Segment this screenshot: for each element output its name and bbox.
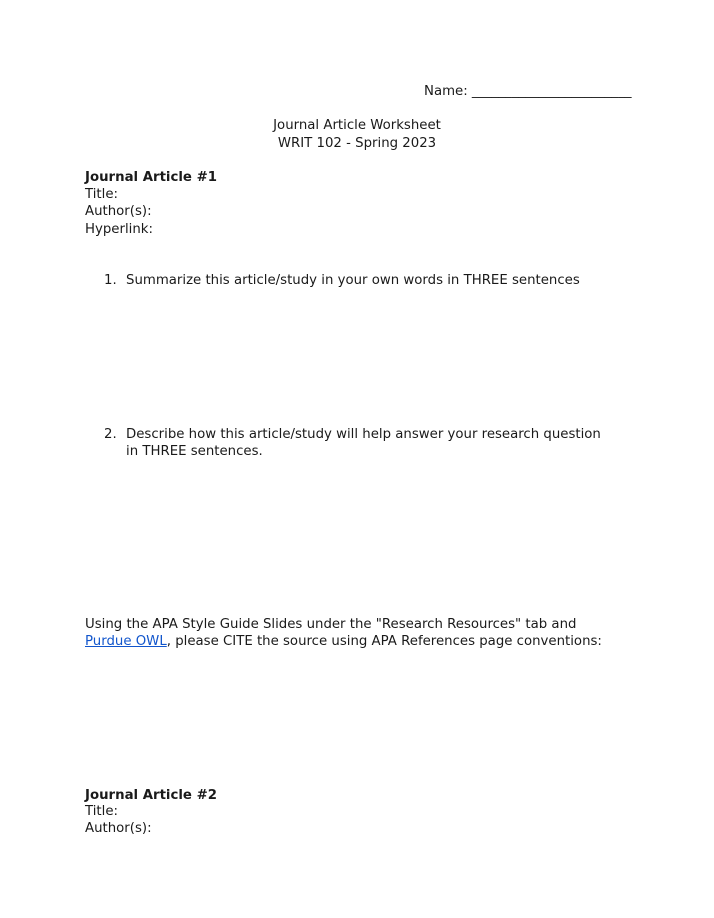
article-1-hyperlink-label: Hyperlink: (85, 222, 153, 237)
course-subtitle: WRIT 102 - Spring 2023 (277, 136, 437, 151)
citation-text-before: Using the APA Style Guide Slides under the "Research Resources" tab and (85, 617, 577, 632)
purdue-owl-link[interactable]: Purdue OWL (85, 634, 167, 649)
citation-text-after: , please CITE the source using APA References page conventions: (166, 634, 602, 649)
citation-instructions (85, 616, 625, 650)
question-1-number: 1. (104, 273, 117, 288)
article-1-heading: Journal Article #1 (85, 170, 217, 185)
question-2-number: 2. (104, 427, 117, 442)
worksheet-title: Journal Article Worksheet (273, 118, 441, 133)
question-1-text: Summarize this article/study in your own words in THREE sentences (126, 273, 580, 288)
article-1-title-label: Title: (85, 187, 118, 202)
question-2-text: Describe how this article/study will help answer your research question in THREE sentences. (126, 427, 601, 459)
name-field-label: Name: ________________________ (424, 84, 632, 99)
article-2-heading: Journal Article #2 (85, 788, 217, 803)
article-2-authors-label: Author(s): (85, 821, 152, 836)
article-1-authors-label: Author(s): (85, 204, 152, 219)
article-2-title-label: Title: (85, 804, 118, 819)
